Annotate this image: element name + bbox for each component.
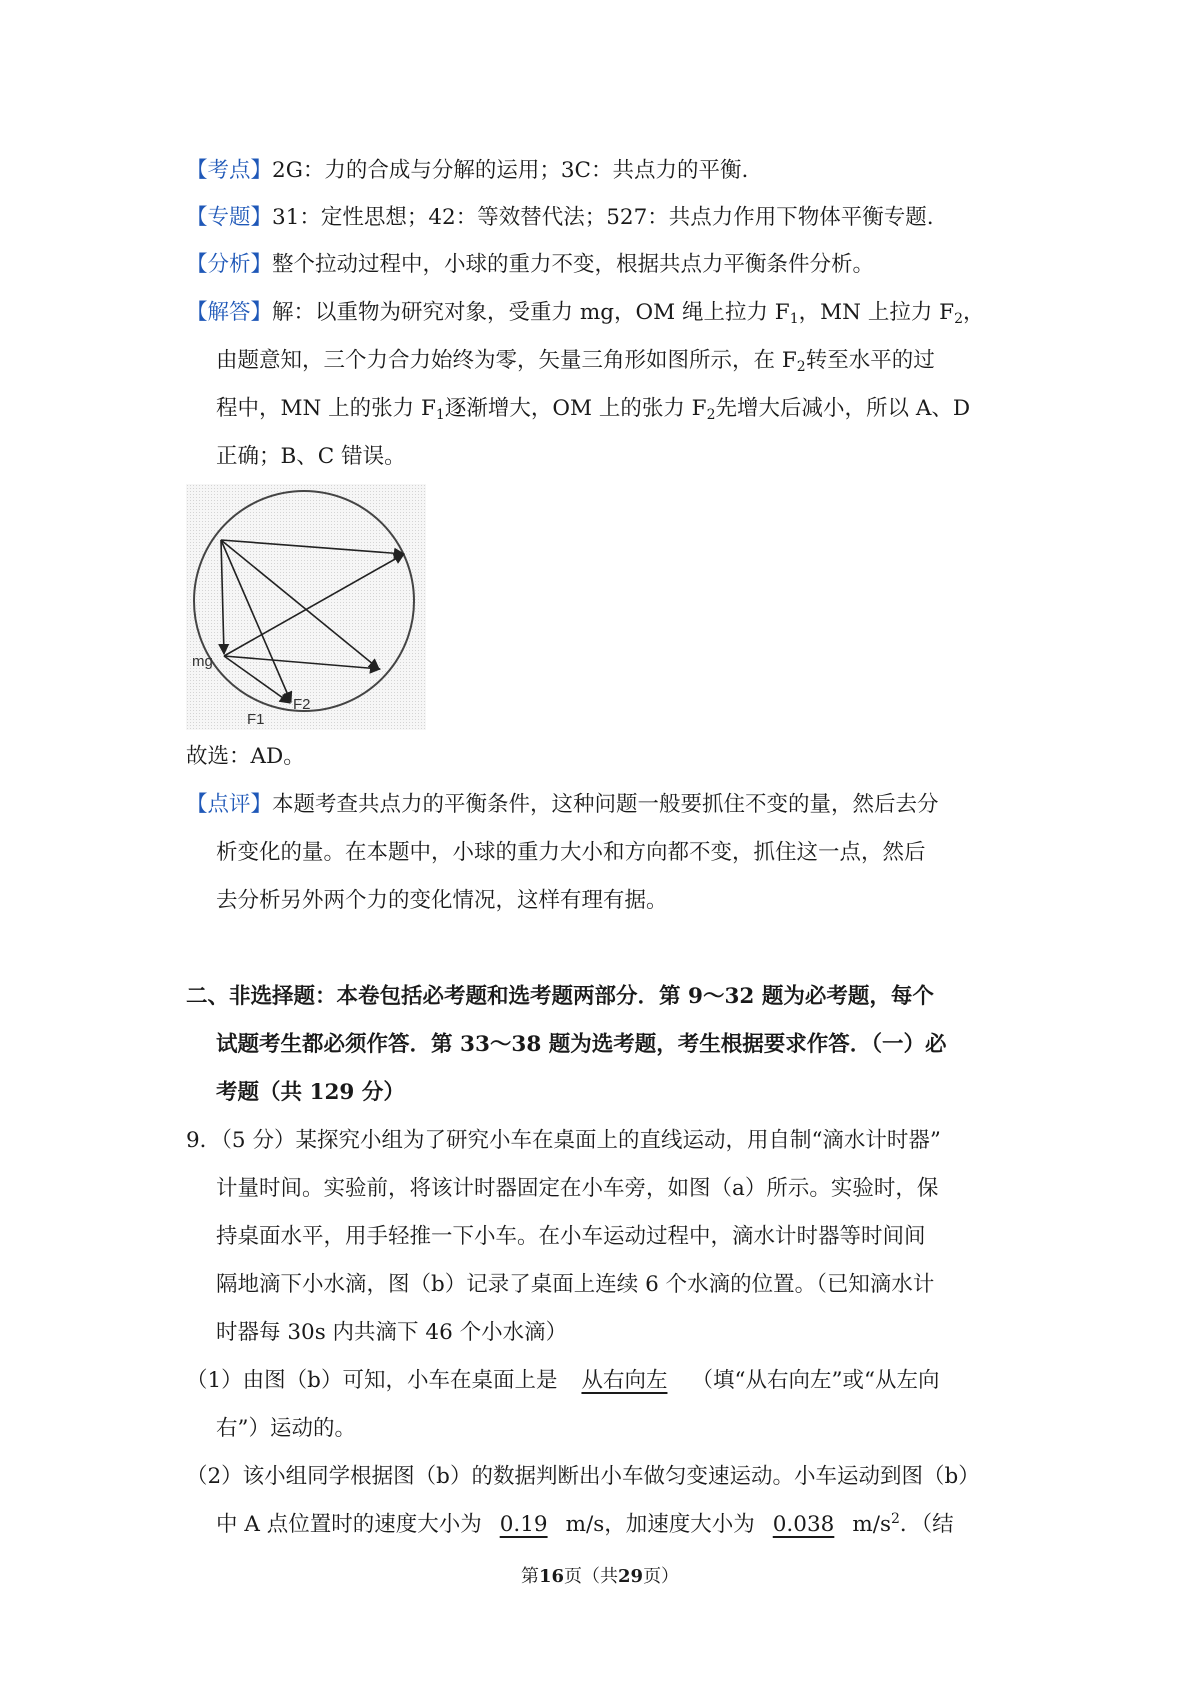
q9-1-text-2: 右”）运动的。 xyxy=(216,1416,356,1441)
kaodian-line xyxy=(186,156,748,186)
subscript-2: 2 xyxy=(954,311,963,327)
zhuanti-text: 31：定性思想；42：等效替代法；527：共点力作用下物体平衡专题. xyxy=(272,205,934,230)
section2-text-3: 考题（共 129 分） xyxy=(216,1080,405,1105)
jieda-text-2a: 由题意知，三个力合力始终为零，矢量三角形如图所示，在 F xyxy=(216,348,797,373)
jieda-text-1a: 解：以重物为研究对象，受重力 mg，OM 绳上拉力 F xyxy=(272,300,790,325)
zhuanti-tag: 【专题】 xyxy=(186,205,273,230)
q9-line-1 xyxy=(186,1126,941,1156)
q9-2-line-1 xyxy=(186,1462,980,1492)
section2-text-1: 二、非选择题：本卷包括必考题和选考题两部分．第 9～32 题为必考题，每个 xyxy=(186,984,934,1009)
fenxi-text: 整个拉动过程中，小球的重力不变，根据共点力平衡条件分析。 xyxy=(272,252,875,277)
subscript-2: 2 xyxy=(706,407,716,423)
q9-2-text-c: m/s xyxy=(852,1512,891,1537)
section2-line-3 xyxy=(216,1078,405,1108)
label-f1: F1 xyxy=(247,711,265,728)
q9-1-line-2 xyxy=(216,1414,356,1444)
circle-outline xyxy=(194,491,414,711)
q9-text-2: 计量时间。实验前，将该计时器固定在小车旁，如图（a）所示。实验时，保 xyxy=(216,1176,939,1201)
q9-2-answer-velocity: 0.19 xyxy=(499,1512,548,1537)
section2-text-2: 试题考生都必须作答．第 33～38 题为选考题，考生根据要求作答．（一）必 xyxy=(216,1032,947,1057)
footer-post: 页） xyxy=(643,1566,680,1587)
arrow-f1 xyxy=(221,540,291,702)
zhuanti-line xyxy=(186,203,934,233)
q9-1-text-b: （填“从右向左”或“从左向 xyxy=(691,1368,940,1393)
label-mg: mg xyxy=(192,653,213,670)
force-diagram xyxy=(186,484,426,730)
dianping-tag: 【点评】 xyxy=(186,792,273,817)
q9-text-3: 持桌面水平，用手轻推一下小车。在小车运动过程中，滴水计时器等时间间 xyxy=(216,1224,926,1249)
q9-line-5 xyxy=(216,1318,567,1348)
section2-line-2 xyxy=(216,1030,947,1060)
jieda-text-1b: ，MN 上拉力 F xyxy=(798,300,955,325)
jieda-text-3a: 程中，MN 上的张力 F xyxy=(216,396,436,421)
kaodian-text: 2G：力的合成与分解的运用；3C：共点力的平衡. xyxy=(272,158,749,183)
arrow-f2 xyxy=(224,656,290,703)
q9-1-answer: 从右向左 xyxy=(581,1368,668,1393)
footer-total-pages: 29 xyxy=(618,1566,644,1587)
arrow-right-upper xyxy=(221,540,404,554)
arrow-mg-to-upper xyxy=(224,554,404,656)
q9-2-text-d: ．（结 xyxy=(899,1512,954,1537)
q9-1-text-a: （1）由图（b）可知，小车在桌面上是 xyxy=(186,1368,558,1393)
q9-line-4 xyxy=(216,1270,934,1300)
fenxi-tag: 【分析】 xyxy=(186,252,273,277)
jieda-text-3c: 先增大后减小，所以 A、D xyxy=(715,396,971,421)
jieda-line-2 xyxy=(216,346,935,376)
arrow-right-lower xyxy=(221,540,379,669)
kaodian-tag: 【考点】 xyxy=(186,158,273,183)
superscript-2: 2 xyxy=(890,1511,900,1527)
force-diagram-svg xyxy=(186,484,426,730)
jieda-line-3 xyxy=(216,394,970,424)
footer-page-number: 16 xyxy=(538,1566,564,1587)
jieda-tag: 【解答】 xyxy=(186,300,273,325)
jieda-text-4: 正确；B、C 错误。 xyxy=(216,444,406,469)
dianping-line-2 xyxy=(216,838,926,868)
page-footer xyxy=(0,1565,1200,1589)
subscript-1: 1 xyxy=(435,407,445,423)
footer-pre: 第 xyxy=(520,1566,539,1587)
q9-2-text-a: 中 A 点位置时的速度大小为 xyxy=(216,1512,482,1537)
jieda-line-4 xyxy=(216,442,406,472)
fenxi-line xyxy=(186,250,874,280)
q9-2-line-2 xyxy=(216,1510,954,1540)
answer-text: 故选：AD。 xyxy=(186,744,305,769)
q9-text-1: 9．（5 分）某探究小组为了研究小车在桌面上的直线运动，用自制“滴水计时器” xyxy=(186,1128,941,1153)
subscript-1: 1 xyxy=(789,311,799,327)
q9-line-3 xyxy=(216,1222,926,1252)
q9-2-text-b: m/s，加速度大小为 xyxy=(565,1512,755,1537)
q9-line-2 xyxy=(216,1174,938,1204)
jieda-text-2b: 转至水平的过 xyxy=(805,348,935,373)
q9-1-line-1 xyxy=(186,1366,939,1396)
dianping-text-1: 本题考查共点力的平衡条件，这种问题一般要抓住不变的量，然后去分 xyxy=(272,792,939,817)
q9-text-5: 时器每 30s 内共滴下 46 个小水滴） xyxy=(216,1320,568,1345)
dianping-text-2: 析变化的量。在本题中，小球的重力大小和方向都不变，抓住这一点，然后 xyxy=(216,840,926,865)
arrow-mg-to-lower xyxy=(224,656,380,669)
jieda-text-1c: ， xyxy=(963,300,985,325)
jieda-line-1 xyxy=(186,298,985,328)
dianping-line-3 xyxy=(216,886,668,916)
arrow-mg xyxy=(221,540,224,654)
section2-line-1 xyxy=(186,982,934,1012)
q9-text-4: 隔地滴下小水滴，图（b）记录了桌面上连续 6 个水滴的位置。（已知滴水计 xyxy=(216,1272,935,1297)
q9-2-text-1: （2）该小组同学根据图（b）的数据判断出小车做匀变速运动。小车运动到图（b） xyxy=(186,1464,980,1489)
jieda-text-3b: 逐渐增大，OM 上的张力 F xyxy=(444,396,707,421)
q9-2-answer-acceleration: 0.038 xyxy=(772,1512,835,1537)
dianping-text-3: 去分析另外两个力的变化情况，这样有理有据。 xyxy=(216,888,668,913)
footer-mid: 页（共 xyxy=(564,1566,618,1587)
label-f2: F2 xyxy=(293,696,311,713)
answer-line xyxy=(186,742,305,772)
dianping-line-1 xyxy=(186,790,939,820)
subscript-2: 2 xyxy=(796,359,806,375)
